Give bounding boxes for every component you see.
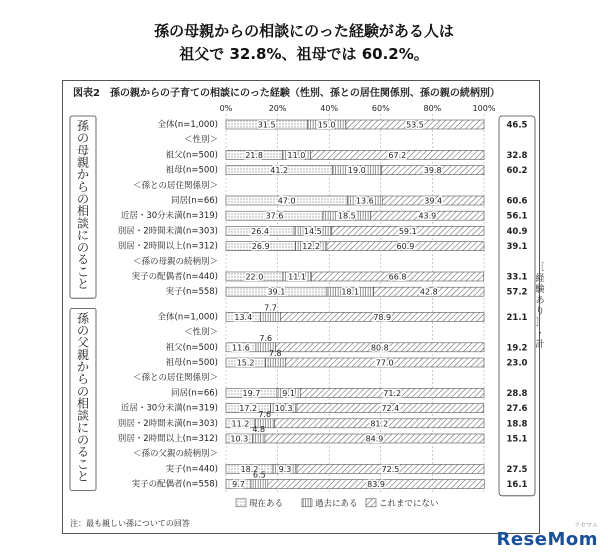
- row-label: 同居(n=66): [171, 196, 218, 206]
- bar-value-label: 10.3: [230, 434, 249, 444]
- total-value: 18.8: [506, 419, 528, 430]
- group-label-char: る: [76, 252, 90, 267]
- row-label: 祖父(n=500): [165, 342, 218, 353]
- bar-value-label: 72.5: [381, 464, 400, 474]
- footnote: 注：最も親しい孫についての回答: [70, 519, 190, 528]
- total-label-char: あ: [535, 296, 545, 306]
- group-label-char: 親: [76, 155, 90, 170]
- group-label-char: 談: [76, 408, 90, 423]
- bar-value-label: 7.6: [259, 333, 273, 343]
- bar-value-label: 15.0: [317, 120, 336, 130]
- row-label: 実子(n=440): [165, 464, 218, 475]
- bar-value-label: 11.6: [232, 343, 250, 353]
- row-label: ＜性別＞: [183, 327, 218, 338]
- bar-value-label: 39.1: [267, 287, 286, 297]
- bar-value-label: 11.0: [287, 150, 306, 160]
- total-label-char: 計: [535, 340, 545, 350]
- x-tick-label: 40%: [320, 104, 339, 113]
- bar-value-label: 12.2: [302, 242, 321, 252]
- group-label-char: 相: [76, 204, 90, 219]
- bar-value-label: 7.7: [264, 303, 277, 313]
- bar-value-label: 59.1: [398, 226, 417, 236]
- bar-value-label: 43.9: [418, 211, 437, 221]
- bar-value-label: 6.5: [253, 470, 266, 480]
- total-label-char: 経: [535, 274, 545, 284]
- bar-value-label: 11.2: [231, 419, 250, 429]
- resemom-logo: [496, 522, 598, 550]
- x-tick-label: 80%: [423, 104, 442, 113]
- row-label: ＜孫との居住関係別＞: [132, 373, 218, 384]
- row-label: 全体(n=1,000): [157, 120, 218, 130]
- bar-value-label: 9.1: [282, 388, 295, 398]
- bar-value-label: 67.2: [388, 150, 407, 160]
- total-value: 32.8: [506, 150, 528, 161]
- bar-value-label: 78.9: [373, 312, 392, 322]
- total-value: 27.5: [506, 464, 528, 475]
- total-value: 60.2: [506, 166, 528, 177]
- total-label-char: ［: [535, 263, 545, 273]
- bar-value-label: 39.4: [424, 196, 443, 206]
- total-value: 21.1: [506, 312, 528, 323]
- bar-value-label: 19.0: [347, 166, 366, 176]
- group-label-char: の: [76, 131, 90, 146]
- bar-value-label: 7.6: [258, 409, 272, 419]
- row-label: 祖母(n=500): [165, 358, 218, 368]
- total-value: 40.9: [506, 226, 528, 237]
- bar-value-label: 84.9: [365, 434, 384, 444]
- row-label: 実子の配偶者(n=558): [131, 479, 218, 490]
- bar-value-label: 9.3: [278, 464, 292, 474]
- group-label-char: 母: [76, 143, 90, 158]
- x-tick-label: 60%: [371, 104, 390, 113]
- bar-value-label: 17.2: [239, 404, 258, 414]
- group-label-char: 親: [76, 347, 90, 362]
- bar-value-label: 26.4: [251, 226, 269, 236]
- bar-value-label: 13.4: [234, 312, 253, 322]
- x-tick-label: 20%: [268, 104, 287, 113]
- total-label-char: り: [535, 307, 545, 317]
- bar-value-label: 4.8: [252, 425, 266, 434]
- bar-value-label: 37.6: [265, 211, 284, 221]
- total-value: 28.8: [506, 388, 528, 399]
- group-label-char: 孫: [76, 311, 90, 326]
- group-label-char: に: [76, 228, 90, 243]
- bar-value-label: 13.6: [355, 196, 374, 206]
- row-label: ＜性別＞: [183, 135, 218, 146]
- bar-value-label: 53.5: [406, 120, 424, 130]
- row-label: ＜孫の父親の続柄別＞: [132, 449, 218, 460]
- bar-value-label: 83.9: [367, 480, 385, 490]
- group-label-char: 父: [76, 335, 90, 350]
- bar-value-label: 9.7: [232, 480, 245, 490]
- group-label-char: と: [76, 277, 90, 292]
- group-label-char: か: [76, 167, 90, 182]
- legend-label: 現在ある: [249, 498, 284, 509]
- bar-value-label: 14.5: [303, 226, 322, 236]
- bar-value-label: 26.9: [251, 242, 270, 252]
- legend-swatch-3: [366, 499, 376, 507]
- row-label: 別居・2時間未満(n=303): [117, 226, 218, 237]
- group-label-char: こ: [76, 264, 90, 279]
- row-label: 別居・2時間以上(n=312): [117, 241, 218, 252]
- bar-value-label: 39.8: [423, 166, 442, 176]
- group-label-char: に: [76, 420, 90, 435]
- group-label-char: ら: [76, 179, 90, 194]
- total-label-char: ］: [535, 318, 545, 328]
- row-label: 祖父(n=500): [165, 150, 218, 161]
- group-label-char: 孫: [76, 119, 90, 133]
- row-label: 実子(n=558): [165, 287, 218, 298]
- total-value: 60.6: [506, 196, 528, 207]
- bar-segment-2: [253, 434, 265, 443]
- legend-swatch-1: [236, 499, 246, 507]
- bar-value-label: 60.9: [396, 242, 415, 252]
- total-value: 46.5: [506, 120, 528, 131]
- total-value: 39.1: [506, 242, 528, 253]
- bar-value-label: 31.5: [257, 120, 276, 130]
- total-value: 16.1: [506, 480, 528, 491]
- chart-title: 図表2 孫の親からの子育ての相談にのった経験（性別、孫との居住関係別、孫の親の続柄別）: [73, 88, 500, 99]
- legend-label: 過去にある: [315, 498, 358, 509]
- total-value: 19.2: [506, 343, 528, 354]
- bar-value-label: 7.8: [268, 349, 282, 358]
- group-label-char: の: [76, 432, 90, 447]
- group-label-char: こ: [76, 457, 90, 472]
- bar-segment-2: [265, 358, 285, 367]
- total-value: 23.0: [506, 358, 528, 369]
- bar-value-label: 11.1: [288, 272, 306, 282]
- resemom-logo-main: ReseMom: [496, 529, 598, 550]
- headline-line2: 祖父で 32.8%、祖母では 60.2%。: [179, 45, 429, 63]
- bar-value-label: 22.0: [245, 272, 264, 282]
- legend-swatch-2: [302, 499, 312, 507]
- bar-segment-2: [261, 312, 281, 321]
- resemom-logo-sub: リセマム: [574, 522, 598, 529]
- row-label: 別居・2時間未満(n=303): [117, 418, 218, 429]
- group-label-char: 談: [76, 216, 90, 231]
- x-tick-label: 0%: [219, 104, 233, 113]
- total-label-char: 験: [535, 285, 545, 295]
- bar-value-label: 80.8: [370, 343, 389, 353]
- total-label-char: ・: [535, 329, 545, 339]
- bar-value-label: 81.2: [370, 419, 389, 429]
- total-value: 33.1: [506, 272, 528, 283]
- bar-value-label: 42.8: [419, 287, 438, 297]
- total-value: 57.2: [506, 287, 528, 298]
- headline-line1: 孫の母親からの相談にのった経験がある人は: [154, 22, 454, 40]
- bar-value-label: 66.8: [388, 272, 407, 282]
- bar-value-label: 77.0: [375, 358, 394, 368]
- group-label-char: の: [76, 240, 90, 255]
- bar-value-label: 41.2: [270, 166, 289, 176]
- bar-value-label: 18.5: [337, 211, 356, 221]
- row-label: 全体(n=1,000): [157, 312, 218, 323]
- group-label-char: と: [76, 469, 90, 484]
- bar-value-label: 10.3: [274, 404, 293, 414]
- group-label-char: の: [76, 384, 90, 399]
- bar-value-label: 18.2: [240, 464, 259, 474]
- total-value: 15.1: [506, 434, 528, 445]
- row-label: 祖母(n=500): [165, 165, 218, 176]
- bar-value-label: 18.1: [341, 287, 360, 297]
- bar-value-label: 71.2: [383, 388, 402, 398]
- group-label-char: の: [76, 323, 90, 338]
- total-value: 27.6: [506, 404, 528, 415]
- bar-value-label: 15.2: [236, 358, 255, 368]
- bar-value-label: 21.8: [245, 150, 264, 160]
- group-label-char: る: [76, 445, 90, 460]
- row-label: 別居・2時間以上(n=312): [117, 434, 218, 444]
- row-label: 実子の配偶者(n=440): [131, 272, 218, 282]
- legend-label: これまでにない: [379, 498, 439, 509]
- bar-value-label: 19.7: [242, 388, 261, 398]
- bar-value-label: 47.0: [277, 196, 296, 206]
- group-label-char: 相: [76, 396, 90, 411]
- group-label-char: の: [76, 191, 90, 206]
- row-label: 近居・30分未満(n=319): [120, 403, 218, 414]
- row-label: ＜孫との居住関係別＞: [132, 180, 218, 191]
- group-label-char: か: [76, 360, 90, 375]
- total-value: 56.1: [506, 211, 528, 222]
- x-tick-label: 100%: [472, 104, 496, 113]
- bar-segment-2: [251, 480, 268, 489]
- bar-value-label: 72.4: [381, 404, 400, 414]
- row-label: ＜孫の母親の続柄別＞: [132, 256, 218, 267]
- group-label-char: ら: [76, 372, 90, 387]
- row-label: 同居(n=66): [171, 388, 218, 399]
- row-label: 近居・30分未満(n=319): [120, 211, 218, 222]
